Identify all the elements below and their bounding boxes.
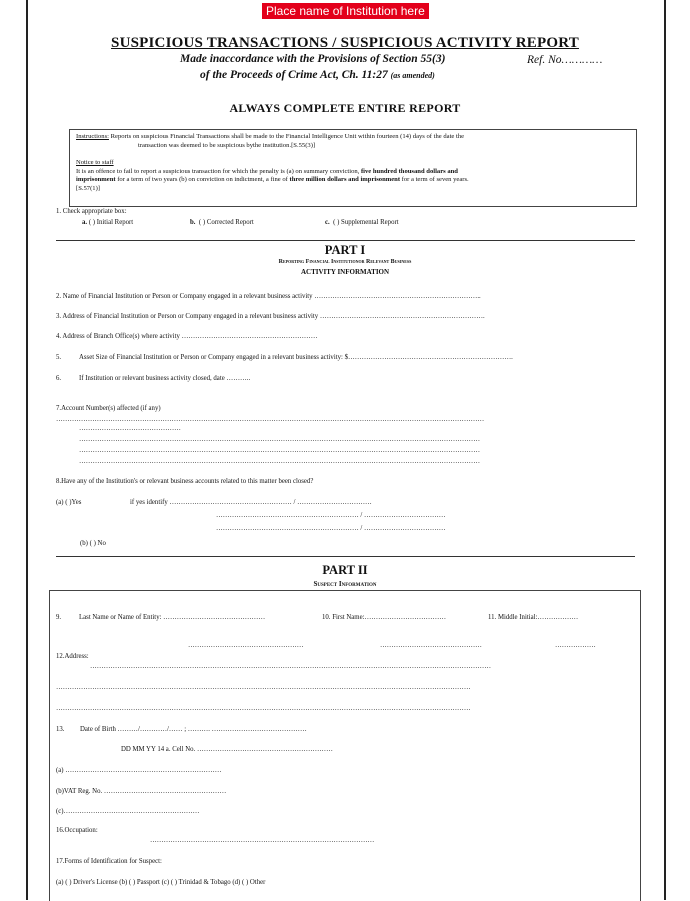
field-first-name[interactable]: 10. First Name:………………………………	[322, 614, 447, 621]
q1-option-a[interactable]	[82, 219, 133, 226]
field-asset-size[interactable]: Asset Size of Financial Institution or Person or Company engaged in a relevant business activity: $……………………………………………………………….	[79, 354, 513, 361]
account-line-2[interactable]: ………………………………………	[79, 425, 181, 432]
notice-text-1a: It is an offence to fail to report a suspicious transaction for which the penalty is (a) on summary conviction,	[76, 167, 361, 175]
q8-identify-line-1[interactable]: if yes identify ……………………………………………… / ……………………………	[130, 499, 372, 506]
field-date-of-birth[interactable]: Date of Birth ………/…………/…… ; ………. ……………………………………	[80, 726, 307, 733]
act-line	[200, 69, 435, 81]
amended-note: (as amended)	[390, 71, 435, 80]
notice-text-1b: five hundred thousand dollars and	[360, 167, 458, 175]
field-a[interactable]: (a) ……………………………………………………………	[56, 767, 222, 774]
q1-a-text: ( ) Initial Report	[88, 219, 134, 226]
notice-text-2c: three million dollars and imprisonment	[289, 176, 401, 184]
q1-c-letter: c.	[325, 219, 330, 226]
instructions-line-1	[70, 133, 636, 142]
part-2-heading: PART II	[322, 563, 368, 577]
q9-number: 9.	[56, 614, 62, 621]
notice-text-2b: for a term of two years (b) on conviction on indictment, a fine of	[115, 176, 290, 184]
field-cell-number[interactable]: DD MM YY 14 a. Cell No. ……………………………………………………	[121, 746, 333, 753]
notice-line-2	[70, 176, 636, 185]
q8-identify-line-2[interactable]: ……………………………………………………… / ………………………………	[216, 512, 446, 519]
name-line-2a[interactable]: ……………………………………………	[188, 642, 304, 649]
instructions-text-2: transaction was deemed to be suspicious bythe institution.[S.55(3)]	[138, 141, 316, 149]
q1-option-b[interactable]	[190, 219, 254, 226]
account-line-4[interactable]: ……………………………………………………………………………………………………………………………………………………………	[79, 447, 481, 454]
q1-label: 1. Check appropriate box:	[56, 208, 127, 215]
account-line-3[interactable]: ……………………………………………………………………………………………………………………………………………………………	[79, 436, 481, 443]
field-c[interactable]: (c)……………………………………………………	[56, 808, 200, 815]
q1-a-letter: a.	[82, 219, 88, 226]
notice-text-3: [S.57(1)]	[76, 184, 100, 192]
field-occupation[interactable]: ………………………………………………………………………………………	[150, 837, 375, 844]
name-line-2c[interactable]: ………………	[555, 642, 596, 649]
q1-b-text: ( ) Corrected Report	[198, 219, 254, 226]
address-line-3[interactable]: …………………………………………………………………………………………………………………………………………………………………	[56, 705, 471, 712]
q8-identify-line-3[interactable]: ……………………………………………………… / ………………………………	[216, 525, 446, 532]
field-financial-institution-address[interactable]: 3. Address of Financial Institution or Person or Company engaged in a relevant business activity ……………………………………………………………….	[56, 313, 485, 320]
provisions-line: Made inaccordance with the Provisions of Section 55(3)	[180, 53, 446, 65]
q5-number: 5.	[56, 354, 62, 361]
q1-c-text: ( ) Supplemental Report	[333, 219, 399, 226]
instructions-box	[69, 129, 637, 207]
reference-number[interactable]: Ref. No…………	[527, 54, 603, 66]
account-line-1[interactable]: ………………………………………………………………………………………………………………………………………………………………………	[56, 416, 485, 423]
q1-b-letter: b.	[190, 219, 196, 226]
field-vat-reg[interactable]: (b)VAT Reg. No. ………………………………………………	[56, 788, 227, 795]
part-1-subtitle-1: Reporting Financial Institutionor Relevant Business	[278, 259, 412, 265]
q13-number: 13.	[56, 726, 65, 733]
q6-number: 6.	[56, 375, 62, 382]
field-account-numbers-label: 7.Account Number(s) affected (if any)	[56, 405, 161, 412]
field-financial-institution-name[interactable]: 2. Name of Financial Institution or Person or Company engaged in a relevant business activity ………………………………………………………………..	[56, 293, 481, 300]
instructions-text-1: Reports on suspicious Financial Transactions shall be made to the Financial Intelligence Unit within fourteen (14) days of the date the	[108, 133, 465, 140]
part-1-heading: PART I	[324, 243, 366, 257]
divider	[56, 556, 635, 557]
name-line-2b[interactable]: ………………………………………	[380, 642, 482, 649]
field-branch-address[interactable]: 4. Address of Branch Office(s) where activity ……………………………………………………	[56, 333, 318, 340]
q1-option-c[interactable]	[325, 219, 399, 226]
q8-no-option[interactable]: (b) ( ) No	[80, 540, 106, 547]
field-occupation-label: 16.Occupation:	[56, 827, 98, 834]
notice-text-2a: imprisonment	[76, 176, 116, 184]
notice-text-2d: for a term of seven years.	[400, 176, 469, 184]
part-1-subtitle-2: ACTIVITY INFORMATION	[300, 268, 390, 276]
address-line-2[interactable]: …………………………………………………………………………………………………………………………………………………………………	[56, 684, 471, 691]
q17-label: 17.Forms of Identification for Suspect:	[56, 858, 162, 865]
field-closed-date[interactable]: If Institution or relevant business activity closed, date ………..	[79, 375, 251, 382]
divider	[56, 240, 635, 241]
field-address-label: 12.Address:	[56, 653, 89, 660]
field-last-name[interactable]: Last Name or Name of Entity: ………………………………………	[79, 614, 266, 621]
notice-line-1	[70, 168, 636, 177]
instructions-label: Instructions:	[76, 133, 109, 140]
field-middle-initial[interactable]: 11. Middle Initial:………………	[488, 614, 579, 621]
act-name: of the Proceeds of Crime Act, Ch. 11:27	[200, 69, 388, 81]
account-line-5[interactable]: ……………………………………………………………………………………………………………………………………………………………	[79, 458, 481, 465]
report-title: SUSPICIOUS TRANSACTIONS / SUSPICIOUS ACTIVITY REPORT	[111, 35, 579, 51]
complete-report-notice: ALWAYS COMPLETE ENTIRE REPORT	[229, 101, 461, 115]
part-2-subtitle: Suspect Information	[313, 580, 377, 588]
q8-question: 8.Have any of the Institution's or relevant business accounts related to this matter been closed?	[56, 478, 314, 485]
address-line-1[interactable]: ……………………………………………………………………………………………………………………………………………………………	[90, 663, 492, 670]
q8-yes-option[interactable]: (a) ( )Yes	[56, 499, 82, 506]
institution-name-placeholder[interactable]: Place name of Institution here	[262, 3, 429, 19]
identification-options[interactable]: (a) ( ) Driver's License (b) ( ) Passport (c) ( ) Trinidad & Tobago (d) ( ) Other	[56, 879, 266, 886]
notice-label: Notice to staff	[76, 159, 114, 167]
